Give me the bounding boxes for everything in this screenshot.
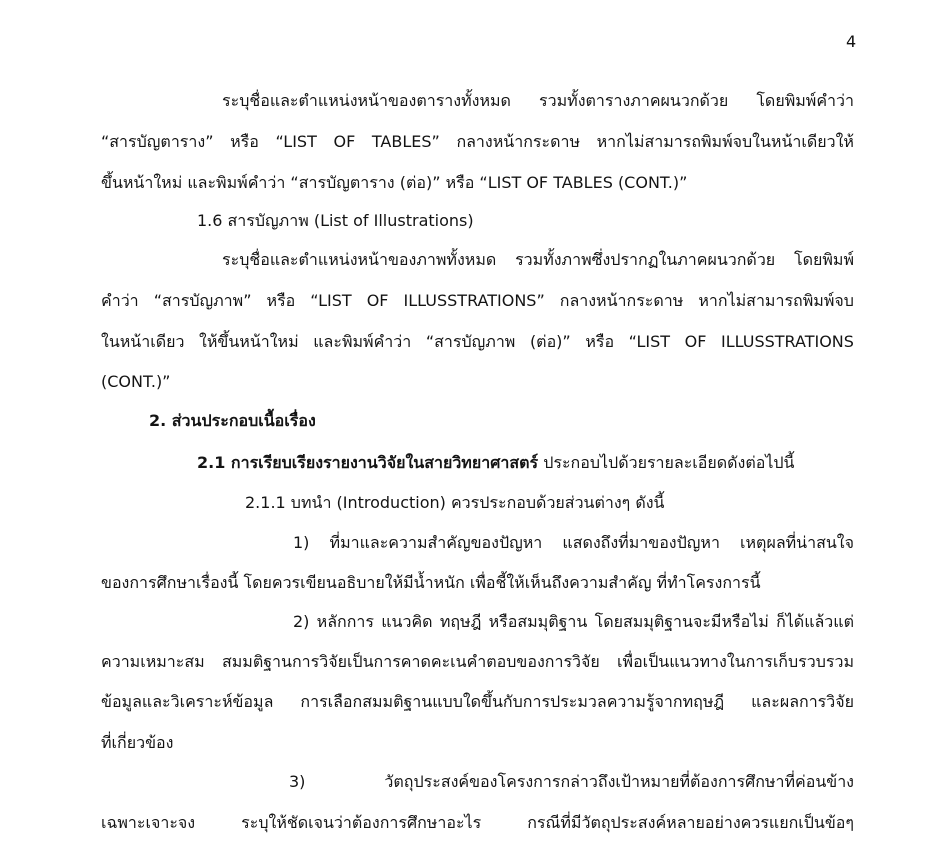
word: TABLES” xyxy=(371,132,440,151)
word: แสดงถึงที่มาของปัญหา xyxy=(562,533,720,552)
paragraph-line xyxy=(101,331,854,353)
word: กลางหน้ากระดาษ xyxy=(559,291,684,310)
word: โดยพิมพ์ xyxy=(793,250,854,269)
word: เหตุผลที่น่าสนใจ xyxy=(740,533,854,552)
paragraph-line: ที่เกี่ยวข้อง xyxy=(101,733,174,752)
paragraph-line xyxy=(289,771,854,793)
section-heading-1-6: 1.6 สารบัญภาพ (List of Illustrations) xyxy=(197,211,474,230)
page-number: 4 xyxy=(846,32,857,51)
paragraph-line xyxy=(101,812,854,834)
word: OF xyxy=(366,291,389,310)
word: สมมติฐานการวิจัยเป็นการคาดคะเนคำตอบของการวิจัย xyxy=(221,652,600,671)
word: OF xyxy=(333,132,356,151)
word: วัตถุประสงค์ของโครงการกล่าวถึงเป้าหมายที่ต้องการศึกษาที่ค่อนข้าง xyxy=(384,772,854,791)
word: หลักการ xyxy=(316,612,374,631)
word: ระบุชื่อและตำแหน่งหน้าของภาพทั้งหมด xyxy=(222,250,497,269)
section-heading-2: 2. ส่วนประกอบเนื้อเรื่อง xyxy=(149,411,316,430)
word: “LIST xyxy=(628,332,671,351)
word: “สารบัญตาราง” xyxy=(101,132,214,151)
paragraph-line xyxy=(101,131,854,153)
word: (ต่อ)” xyxy=(529,332,571,351)
paragraph-line xyxy=(222,249,854,271)
word: รวมทั้งภาพซึ่งปรากฏในภาคผนวกด้วย xyxy=(515,250,776,269)
word: ที่มาและความสำคัญของปัญหา xyxy=(329,533,543,552)
word: หากไม่สามารถพิมพ์จบ xyxy=(698,291,854,310)
word: หรือ xyxy=(585,332,615,351)
word: “สารบัญภาพ” xyxy=(153,291,252,310)
word: หากไม่สามารถพิมพ์จบในหน้าเดียวให้ xyxy=(596,132,854,151)
word: หรือ xyxy=(266,291,296,310)
word: “สารบัญภาพ xyxy=(425,332,516,351)
word: ให้ขึ้นหน้าใหม่ xyxy=(199,332,299,351)
word: เฉพาะเจาะจง xyxy=(101,813,196,832)
subsection-heading-2-1-text: ประกอบไปด้วยรายละเอียดดังต่อไปนี้ xyxy=(538,453,795,472)
word: ILLUSSTRATIONS xyxy=(721,332,854,351)
word: ข้อมูลและวิเคราะห์ข้อมูล xyxy=(101,692,274,711)
word: ในหน้าเดียว xyxy=(101,332,185,351)
paragraph-line: (CONT.)” xyxy=(101,372,171,391)
word: กลางหน้ากระดาษ xyxy=(456,132,580,151)
word: คำว่า xyxy=(101,291,139,310)
subsection-heading-2-1 xyxy=(197,452,794,474)
word: ระบุชื่อและตำแหน่งหน้าของตารางทั้งหมด xyxy=(222,91,511,110)
word: รวมทั้งตารางภาคผนวกด้วย xyxy=(539,91,729,110)
subsection-heading-2-1-bold: 2.1 การเรียบเรียงรายงานวิจัยในสายวิทยาศาสตร์ xyxy=(197,453,539,472)
paragraph-line: ขึ้นหน้าใหม่ และพิมพ์คำว่า “สารบัญตาราง (ต่อ)” หรือ “LIST OF TABLES (CONT.)” xyxy=(101,173,688,192)
word: 3) xyxy=(289,772,306,791)
word: 2) xyxy=(293,612,310,631)
word: กรณีที่มีวัตถุประสงค์หลายอย่างควรแยกเป็นข้อๆ xyxy=(527,813,854,832)
word: “LIST xyxy=(275,132,317,151)
word: ทฤษฎี xyxy=(439,612,482,631)
word: โดยสมมุติฐานจะมีหรือไม่ xyxy=(594,612,769,631)
subsection-heading-2-1-1: 2.1.1 บทนำ (Introduction) ควรประกอบด้วยส่วนต่างๆ ดังนี้ xyxy=(245,493,665,512)
word: 1) xyxy=(293,533,310,552)
word: ก็ได้แล้วแต่ xyxy=(776,612,854,631)
paragraph-line xyxy=(293,611,854,633)
paragraph-line xyxy=(101,651,854,673)
word: โดยพิมพ์คำว่า xyxy=(756,91,854,110)
word: OF xyxy=(684,332,707,351)
word: เพื่อเป็นแนวทางในการเก็บรวบรวม xyxy=(617,652,854,671)
paragraph-line xyxy=(101,691,854,713)
word: ILLUSSTRATIONS” xyxy=(403,291,545,310)
word: การเลือกสมมติฐานแบบใดขึ้นกับการประมวลความรู้จากทฤษฎี xyxy=(300,692,725,711)
word: และผลการวิจัย xyxy=(751,692,854,711)
word: ความเหมาะสม xyxy=(101,652,205,671)
paragraph-line: ของการศึกษาเรื่องนี้ โดยควรเขียนอธิบายให้มีน้ำหนัก เพื่อชี้ให้เห็นถึงความสำคัญ ที่ทำโครงการนี้ xyxy=(101,573,761,592)
word: หรือ xyxy=(230,132,259,151)
word: และพิมพ์คำว่า xyxy=(313,332,412,351)
word: ระบุให้ชัดเจนว่าต้องการศึกษาอะไร xyxy=(241,813,482,832)
paragraph-line xyxy=(101,290,854,312)
paragraph-line xyxy=(293,532,854,554)
word: “LIST xyxy=(310,291,352,310)
word: หรือสมมุติฐาน xyxy=(488,612,588,631)
word: แนวคิด xyxy=(381,612,433,631)
paragraph-line xyxy=(222,90,854,112)
